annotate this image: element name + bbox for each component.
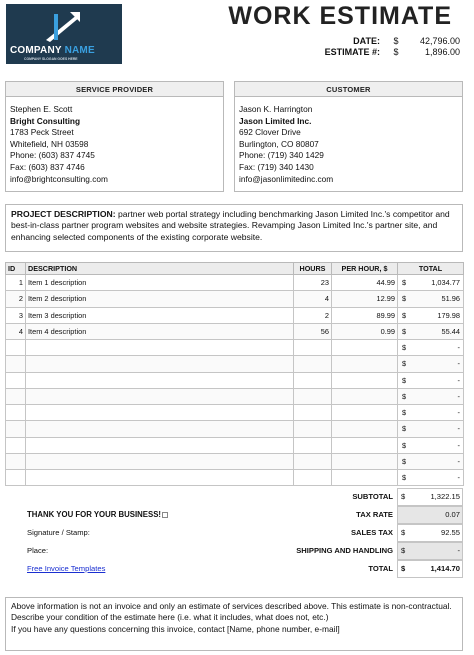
cell-total-value: 55.44 [441,326,460,336]
cell-total-value: 179.98 [437,310,460,320]
estimate-number-currency: $ [393,47,399,57]
terms-line-2: Describe your condition of the estimate here (i.e. what it includes, what does not, etc.) [11,612,329,623]
company-logo [6,4,122,64]
table-row [6,323,464,339]
cell-total [398,291,464,307]
cell-hours[interactable]: 23 [294,275,332,291]
cell-total-currency: $ [402,294,407,304]
cell-description[interactable]: Item 4 description [26,323,294,339]
cell-total-currency: $ [402,391,407,401]
shipping-value[interactable]: - [457,546,460,555]
cell-total-value: - [457,391,460,401]
cell-total [398,470,464,486]
cell-id[interactable] [6,421,26,437]
cell-per-hour[interactable]: 0.99 [332,323,398,339]
cell-description[interactable]: Item 2 description [26,291,294,307]
provider-city: Whitefield, NH 03598 [10,138,89,149]
sales-tax-row [5,524,463,542]
sales-tax-label: SALES TAX [350,528,393,537]
cell-total-value: - [457,408,460,417]
cell-total-currency: $ [402,359,407,369]
shipping-label: SHIPPING AND HANDLING [296,546,393,555]
cell-description[interactable] [26,388,294,404]
cell-id[interactable] [6,388,26,404]
cell-per-hour[interactable] [332,405,398,421]
cell-total [398,405,464,421]
table-row [6,470,464,486]
cell-hours[interactable] [294,470,332,486]
table-row [6,405,464,421]
cell-id[interactable] [6,356,26,372]
terms-line-3: If you have any questions concerning this invoice, contact [Name, phone number, e-mail] [11,623,340,634]
date-row [353,36,460,46]
cell-hours[interactable]: 56 [294,323,332,339]
total-currency: $ [401,564,406,573]
cell-hours[interactable] [294,356,332,372]
cell-id[interactable] [6,405,26,421]
table-row [6,437,464,453]
provider-fax: Fax: (603) 837 4746 [10,161,85,172]
cell-hours[interactable] [294,437,332,453]
line-items-table [5,262,464,486]
date-currency: $ [393,36,399,46]
table-row [6,275,464,291]
cell-total-value: - [457,343,460,352]
date-value: 42,796.00 [419,36,460,46]
cell-total [398,437,464,453]
column-header-total: TOTAL [398,263,464,275]
cell-total [398,275,464,291]
total-value: 1,414.70 [430,564,460,573]
project-description-text: partner web portal strategy including benchmarking Jason Limited Inc.'s competitor and best-in-class partner program websites and website strategies. Revamping Jason Limited Inc.'s partner site, and enhancing selected components of the existing corporate website. [11,209,450,242]
cell-total-currency: $ [402,408,407,417]
estimate-number-label: ESTIMATE #: [324,47,380,57]
cell-total [398,453,464,469]
customer-contact-name: Jason K. Harrington [239,104,313,114]
cell-description[interactable] [26,470,294,486]
table-header-row [6,263,464,275]
cell-id[interactable]: 3 [6,307,26,323]
cell-total [398,421,464,437]
cell-total-currency: $ [402,456,407,466]
column-header-id: ID [6,263,26,275]
cell-total-value: - [457,359,460,369]
cell-description[interactable] [26,340,294,356]
table-row [6,372,464,388]
estimate-number-value: 1,896.00 [424,47,460,57]
cell-total-currency: $ [402,440,407,450]
customer-street: 692 Clover Drive [239,127,301,138]
cell-hours[interactable] [294,405,332,421]
signature-label: Signature / Stamp: [27,528,90,537]
tax-rate-row [5,506,463,524]
cell-total-currency: $ [402,473,407,482]
cell-per-hour[interactable] [332,437,398,453]
cell-total-value: - [457,424,460,434]
total-label: TOTAL [368,564,393,573]
sales-tax-value: 92.55 [440,528,460,537]
project-description [5,204,463,252]
cell-per-hour[interactable] [332,453,398,469]
shipping-row [5,542,463,560]
cell-total-currency: $ [402,343,407,352]
column-header-per-hour: PER HOUR, $ [332,263,398,275]
cell-total-currency: $ [402,424,407,434]
document-title: WORK ESTIMATE [228,2,452,30]
cell-id[interactable] [6,470,26,486]
cell-total-currency: $ [402,326,407,336]
cell-total [398,388,464,404]
table-row [6,307,464,323]
cell-description[interactable] [26,405,294,421]
total-row [5,560,463,578]
tax-rate-label: TAX RATE [356,510,393,519]
cell-id[interactable]: 4 [6,323,26,339]
cell-per-hour[interactable] [332,470,398,486]
cell-hours[interactable] [294,421,332,437]
date-label: DATE: [353,36,380,46]
subtotal-label: SUBTOTAL [352,492,393,501]
cell-per-hour[interactable]: 44.99 [332,275,398,291]
free-invoice-templates-link[interactable]: Free Invoice Templates [27,564,106,573]
cell-total [398,307,464,323]
cell-per-hour[interactable]: 89.99 [332,307,398,323]
company-name: COMPANY NAME [10,45,95,56]
cell-hours[interactable] [294,388,332,404]
cell-id[interactable] [6,340,26,356]
column-header-hours: HOURS [294,263,332,275]
cell-total-value: 1,034.77 [431,278,460,287]
company-slogan: COMPANY SLOGAN GOES HERE [24,57,78,61]
cell-hours[interactable]: 4 [294,291,332,307]
cell-total-value: - [457,440,460,450]
cell-description[interactable]: Item 1 description [26,275,294,291]
column-header-description: DESCRIPTION [26,263,294,275]
table-row [6,340,464,356]
customer-city: Burlington, CO 80807 [239,138,319,149]
arrow-logo-icon [40,10,84,44]
table-row [6,388,464,404]
provider-contact-name: Stephen E. Scott [10,104,73,114]
customer-header: CUSTOMER [235,82,462,97]
cell-id[interactable]: 2 [6,291,26,307]
table-row [6,356,464,372]
cell-description[interactable] [26,453,294,469]
service-provider-header: SERVICE PROVIDER [6,82,223,97]
cell-description[interactable] [26,356,294,372]
provider-company: Bright Consulting [10,115,81,126]
cell-total-currency: $ [402,375,407,385]
sales-tax-currency: $ [401,528,406,537]
provider-phone: Phone: (603) 837 4745 [10,150,95,161]
cell-id[interactable]: 1 [6,275,26,291]
cell-description[interactable]: Item 3 description [26,307,294,323]
cell-total-currency: $ [402,278,407,287]
thank-you-message: THANK YOU FOR YOUR BUSINESS! [27,510,168,519]
cell-per-hour[interactable] [332,356,398,372]
cell-id[interactable] [6,437,26,453]
cell-total [398,356,464,372]
cell-description[interactable] [26,437,294,453]
customer-fax: Fax: (719) 340 1430 [239,161,314,172]
terms-line-1: Above information is not an invoice and only an estimate of services described above. This estimate is non-contractual. [11,601,452,611]
subtotal-currency: $ [401,492,406,501]
tax-rate-value[interactable]: 0.07 [445,510,460,519]
cell-total [398,323,464,339]
estimate-number-row [325,47,460,57]
cell-id[interactable] [6,453,26,469]
table-row [6,291,464,307]
cell-hours[interactable] [294,372,332,388]
summary-section [5,488,463,578]
cell-per-hour[interactable] [332,372,398,388]
provider-email: info@brightconsulting.com [10,173,108,184]
cell-description[interactable] [26,372,294,388]
project-description-label: PROJECT DESCRIPTION: [11,209,116,219]
terms-note [5,597,463,651]
subtotal-value: 1,322.15 [430,492,460,501]
cell-total-value: - [457,456,460,466]
checkbox-icon [162,512,168,518]
cell-id[interactable] [6,372,26,388]
cell-hours[interactable] [294,340,332,356]
shipping-currency: $ [401,546,406,555]
cell-total-value: - [457,473,460,482]
customer-email: info@jasonlimitedinc.com [239,173,334,184]
cell-per-hour[interactable] [332,421,398,437]
cell-description[interactable] [26,421,294,437]
cell-hours[interactable]: 2 [294,307,332,323]
customer-phone: Phone: (719) 340 1429 [239,150,324,161]
service-provider-box [5,81,224,192]
cell-per-hour[interactable]: 12.99 [332,291,398,307]
subtotal-row [5,488,463,506]
table-row [6,421,464,437]
customer-company: Jason Limited Inc. [239,115,312,126]
cell-hours[interactable] [294,453,332,469]
cell-total-value: 51.96 [441,294,460,304]
cell-total-currency: $ [402,310,407,320]
cell-total [398,372,464,388]
place-label: Place: [27,546,49,555]
cell-total-value: - [457,375,460,385]
table-row [6,453,464,469]
provider-street: 1783 Peck Street [10,127,74,138]
cell-per-hour[interactable] [332,340,398,356]
cell-per-hour[interactable] [332,388,398,404]
cell-total [398,340,464,356]
customer-box [234,81,463,192]
